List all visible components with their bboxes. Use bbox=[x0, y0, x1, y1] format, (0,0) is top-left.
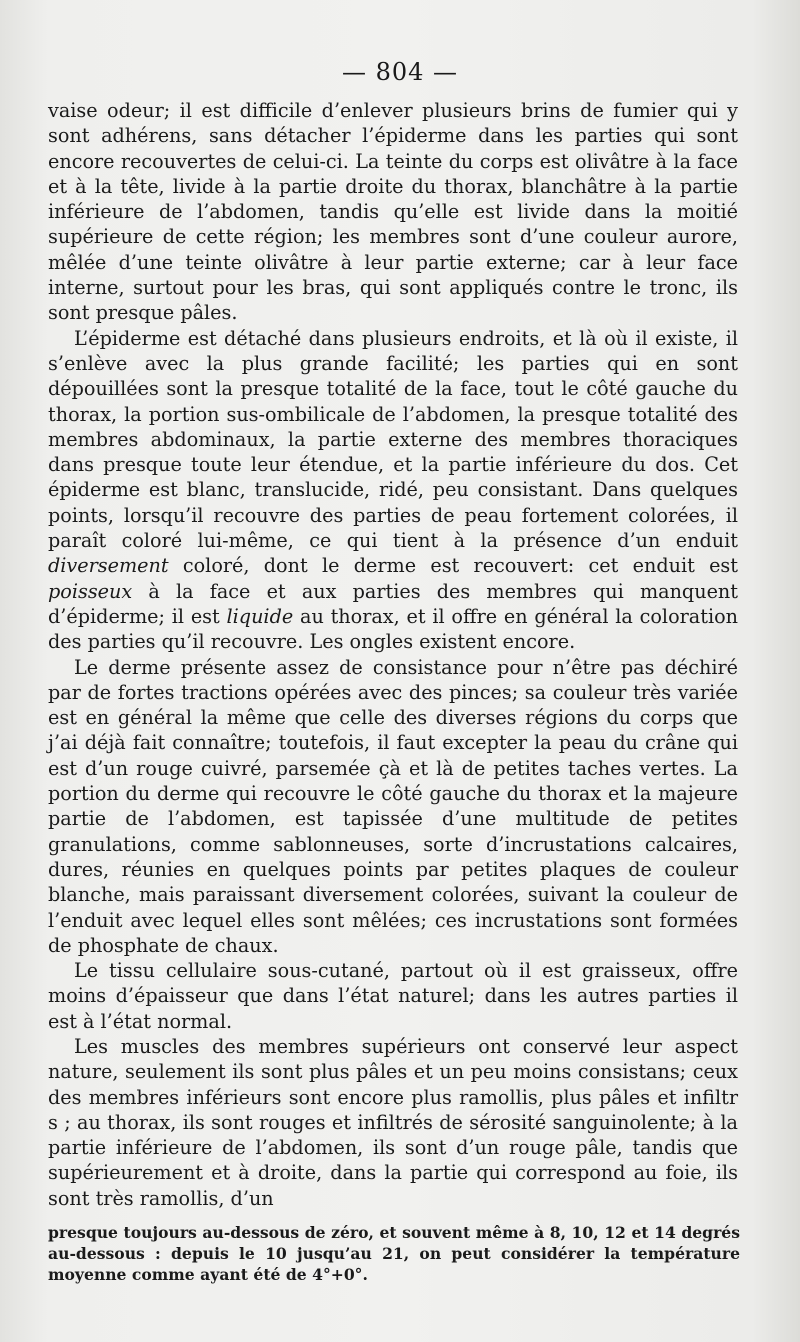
body-text bbox=[48, 98, 738, 1211]
italic-term: liquide bbox=[226, 604, 294, 628]
text-segment: coloré, dont le derme est recouvert: cet enduit est bbox=[168, 554, 738, 578]
italic-term: diversement bbox=[48, 554, 169, 578]
paragraph-tissu-cellulaire: Le tissu cellulaire sous-cutané, partout où il est graisseux, offre moins d’épaisseur que dans l’état naturel; dans les autres parties il est à l’état normal. bbox=[48, 959, 738, 1033]
paragraph-continued: vaise odeur; il est difficile d’enlever plusieurs brins de fumier qui y sont adhérens, sans détacher l’épiderme dans les parties qui sont encore recouvertes de celui-ci. La teinte du corps est olivâtre à la face et à la tête, livide à la partie droite du thorax, blanchâtre à la partie inférieure de l’abdomen, tandis qu’elle est livide dans la moitié supérieure de cette région; les membres sont d’une couleur aurore, mêlée d’une teinte olivâtre à leur partie externe; car à leur face interne, surtout pour les bras, qui sont appliqués contre le tronc, ils sont presque pâles. bbox=[48, 99, 738, 325]
paragraph-muscles: Les muscles des membres supérieurs ont conservé leur aspect nature, seulement ils sont plus pâles et un peu moins consistans; ceux des membres inférieurs sont encore plus ramollis, plus pâles et infiltr s ; au thorax, ils sont rouges et infiltrés de sérosité sanguinolente; à la partie inférieure de l’abdomen, ils sont d’un rouge pâle, tandis que supérieurement et à droite, dans la partie qui correspond au foie, ils sont très ramollis, d’un bbox=[48, 1034, 738, 1210]
text-segment: L’épiderme est détaché dans plusieurs endroits, et là où il existe, il s’enlève avec la plus grande facilité; les parties qui en sont dépouillées sont la presque totalité de la face, tout le côté gauche du thorax, la portion sus-ombilicale de l’abdomen, la presque totalité des membres abdominaux, la partie externe des membres thoraciques dans presque toute leur étendue, et la partie inférieure du dos. Cet épiderme est blanc, translucide, ridé, peu consistant. Dans quelques points, lorsqu’il recouvre des parties de peau fortement colorées, il paraît coloré lui-même, ce qui tient à la présence d’un enduit bbox=[48, 326, 738, 553]
text-segment: au thorax, et il offre en général la coloration des parties qu’il recouvre. Les ongles existent encore. bbox=[48, 604, 738, 654]
page-number: — 804 — bbox=[341, 58, 459, 86]
italic-term: poisseux bbox=[48, 579, 133, 603]
footnote-text: presque toujours au-dessous de zéro, et souvent même à 8, 10, 12 et 14 degrés au-dessous : depuis le 10 jusqu’au 21, on peut considérer la température moyenne comme ayant été de 4°+0°. bbox=[48, 1223, 740, 1284]
paragraph-derme: Le derme présente assez de consistance pour n’être pas déchiré par de fortes tractions opérées avec des pinces; sa couleur très variée est en général la même que celle des diverses régions du corps que j’ai déjà fait connaître; toutefois, il faut excepter la peau du crâne qui est d’un rouge cuivré, parsemée çà et là de petites taches vertes. La portion du derme qui recouvre le côté gauche du thorax et la majeure partie de l’abdomen, est tapissée d’une multitude de petites granulations, comme sablonneuses, sorte d’incrustations calcaires, dures, réunies en quelques points par petites plaques de couleur blanche, mais paraissant diversement colorées, suivant la couleur de l’enduit avec lequel elles sont mêlées; ces incrustations sont formées de phosphate de chaux. bbox=[48, 655, 738, 957]
footnote bbox=[48, 1222, 740, 1285]
text-segment: à la face et aux parties des membres qui manquent d’épiderme; il est bbox=[48, 579, 738, 628]
paragraph-epiderme bbox=[48, 326, 738, 655]
